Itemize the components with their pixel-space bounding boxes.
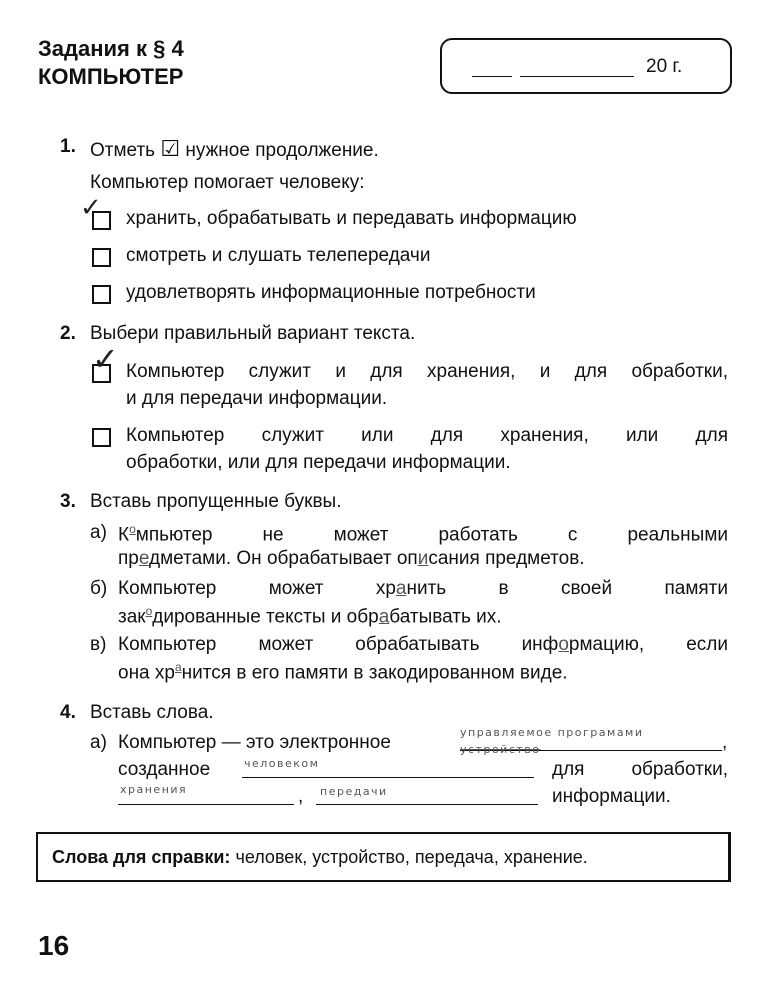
task2-option1-line2: и для передачи информации. <box>126 388 388 409</box>
task3c-line2: она $хр^анится$ в его памяти в закодированном виде. <box>118 660 568 684</box>
task1-number: 1. <box>60 136 76 157</box>
section-title: Задания к § 4 <box>38 36 184 61</box>
date-year: 20 г. <box>646 56 683 77</box>
task2-option1-line1: Компьютер служит и для хранения, и для обработки, <box>126 361 728 382</box>
task3a-line1: $К^омпьютер$ не может работать с реальными <box>118 522 728 546</box>
task3a-label: а) <box>90 522 107 543</box>
task4a-text3: для обработки, <box>552 759 728 780</box>
task1-option3: удовлетворять информационные потребности <box>126 282 536 303</box>
date-month-line <box>520 76 634 77</box>
task3c-line1: Компьютер может обрабатывать информацию, если <box>118 634 728 655</box>
handwritten-answer-3: хранения <box>120 783 188 796</box>
task3b-line2: зак$^о$дированные тексты и обрабатывать их. <box>118 604 502 628</box>
task4a-text1: Компьютер — это электронное <box>118 732 391 753</box>
handwritten-answer-1: управляемое програмами <box>460 726 644 739</box>
handwritten-answer-2: человеком <box>244 757 320 770</box>
check-mark-icon: ✓ <box>80 192 102 222</box>
date-day-line <box>472 76 512 77</box>
task3a-line2: предметами. Он обрабатывает описания предметов. <box>118 548 585 569</box>
task2-number: 2. <box>60 323 76 344</box>
task3b-line1: Компьютер может хранить в своей памяти <box>118 578 728 599</box>
answer-blank-3[interactable] <box>118 804 294 805</box>
answer-blank-4[interactable] <box>316 804 538 805</box>
handwritten-answer-4: передачи <box>320 785 388 798</box>
task2-prompt: Выбери правильный вариант текста. <box>90 323 416 344</box>
filled-letter: о <box>129 522 136 536</box>
task2-option2-checkbox[interactable] <box>92 428 111 447</box>
comma: , <box>298 786 304 807</box>
task1-option2: смотреть и слушать телепередачи <box>126 245 431 266</box>
task1-option2-checkbox[interactable] <box>92 248 111 267</box>
task1-option3-checkbox[interactable] <box>92 285 111 304</box>
hint-label: Слова для справки: <box>52 847 231 867</box>
task4a-label: а) <box>90 732 107 753</box>
answer-blank-2[interactable] <box>242 777 534 778</box>
task1-prompt: Отметь ☑ нужное продолжение. <box>90 136 379 161</box>
hint-words: человек, устройство, передача, хранение. <box>235 847 588 867</box>
task4a-text4: информации. <box>552 786 671 807</box>
task2-option2-line2: обработки, или для передачи информации. <box>126 452 511 473</box>
task4-number: 4. <box>60 702 76 723</box>
task3-prompt: Вставь пропущенные буквы. <box>90 491 342 512</box>
task4a-text2: созданное <box>118 759 211 780</box>
section-subtitle: КОМПЬЮТЕР <box>38 64 184 89</box>
task4-prompt: Вставь слова. <box>90 702 214 723</box>
task1-option1: хранить, обрабатывать и передавать информацию <box>126 208 577 229</box>
task1-lead: Компьютер помогает человеку: <box>90 172 365 193</box>
hint-box <box>36 832 731 882</box>
comma: , <box>722 732 728 753</box>
checkbox-checked-icon: ☑ <box>160 136 181 161</box>
task2-option2-line1: Компьютер служит или для хранения, или для <box>126 425 728 446</box>
handwritten-answer-1b: устройство <box>460 743 541 756</box>
date-box[interactable] <box>440 38 732 94</box>
check-mark-icon: ✓ <box>92 341 119 377</box>
page-number: 16 <box>38 930 70 961</box>
task3c-label: в) <box>90 634 107 655</box>
task3b-label: б) <box>90 578 108 599</box>
task3-number: 3. <box>60 491 76 512</box>
